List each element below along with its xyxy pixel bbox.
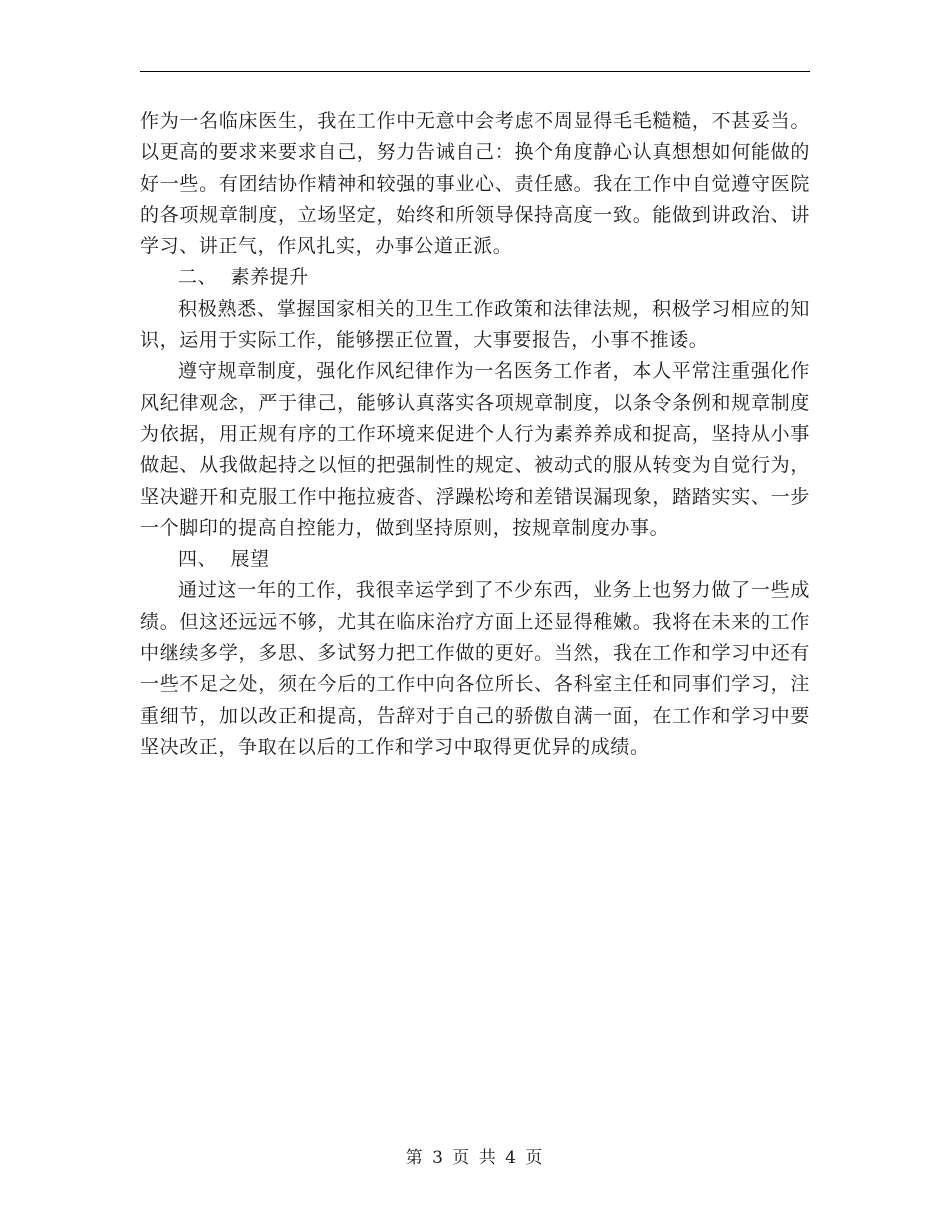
page-number-footer: 第 3 页 共 4 页 [405, 1148, 545, 1168]
paragraph-2: 积极熟悉、掌握国家相关的卫生工作政策和法律法规，积极学习相应的知识，运用于实际工作，能够摆正位置，大事要报告，小事不推诿。 [140, 297, 810, 352]
paragraph-4: 通过这一年的工作，我很幸运学到了不少东西，业务上也努力做了一些成绩。但这还远远不够，尤其在临床治疗方面上还显得稚嫩。我将在未来的工作中继续多学，多思、多试努力把工作做的更好。当然，我在工作和学习中还有一些不足之处，须在今后的工作中向各位所长、各科室主任和同事们学习，注重细节，加以改正和提高，告辞对于自己的骄傲自满一面，在工作和学习中要坚决改正，争取在以后的工作和学习中取得更优异的成绩。 [140, 579, 810, 758]
header-rule [140, 71, 810, 72]
paragraph-1: 作为一名临床医生，我在工作中无意中会考虑不周显得毛毛糙糙，不甚妥当。以更高的要求来要求自己，努力告诫自己：换个角度静心认真想想如何能做的好一些。有团结协作精神和较强的事业心、责任感。我在工作中自觉遵守医院的各项规章制度，立场坚定，始终和所领导保持高度一致。能做到讲政治、讲学习、讲正气，作风扎实，办事公道正派。 [140, 110, 810, 258]
paragraph-3: 遵守规章制度，强化作风纪律作为一名医务工作者，本人平常注重强化作风纪律观念，严于律己，能够认真落实各项规章制度，以条令条例和规章制度为依据，用正规有序的工作环境来促进个人行为素养养成和捉高，坚持从小事做起、从我做起持之以恒的把强制性的规定、被动式的服从转变为自觉行为，坚决避开和克服工作中拖拉疲沓、浮躁松垮和差错误漏现象，踏踏实实、一步一个脚印的提高自控能力，做到坚持原则，按规章制度办事。 [140, 360, 810, 539]
document-body [140, 106, 810, 763]
section-heading-zhanwang: 四、 展望 [178, 548, 270, 571]
section-heading-suyang: 二、 素养提升 [178, 266, 309, 289]
